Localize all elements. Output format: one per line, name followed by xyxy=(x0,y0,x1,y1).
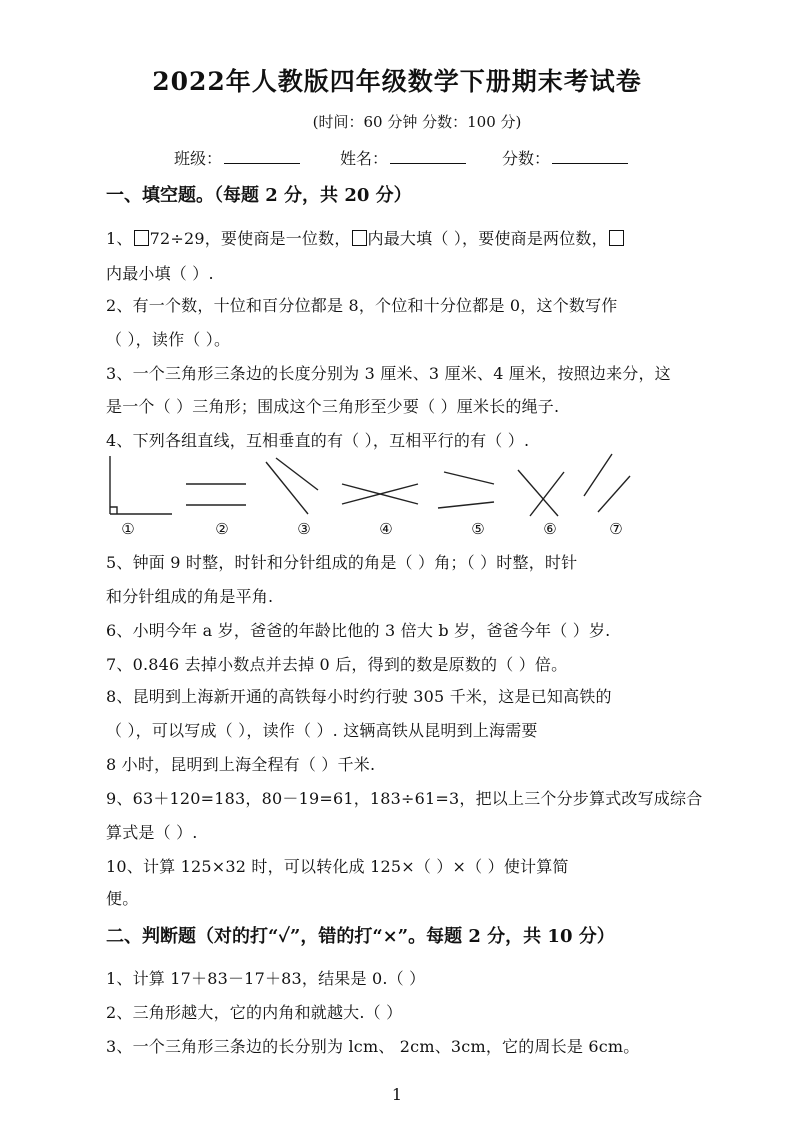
question-5-line1: 5、钟面 9 时整，时针和分针组成的角是（ ）角；（ ）时整，时针 xyxy=(106,553,578,572)
class-label: 班级： xyxy=(174,149,223,168)
question-9-line2: 算式是（ ）. xyxy=(106,823,198,842)
page-number: 1 xyxy=(391,1085,403,1104)
question-8-line1: 8、昆明到上海新开通的高铁每小时约行驶 305 千米，这是已知高铁的 xyxy=(106,687,612,706)
q1-number: 1、 xyxy=(106,229,133,248)
page-title: 2022年人教版四年级数学下册期末考试卷 xyxy=(152,67,642,96)
question-2-line1: 2、有一个数，十位和百分位都是 8，个位和十分位都是 0，这个数写作 xyxy=(106,296,618,315)
figure-label-5: ⑤ xyxy=(471,520,485,538)
figure-5-line-a xyxy=(444,472,494,484)
question-8-line3: 8 小时，昆明到上海全程有（ ）千米. xyxy=(106,755,376,774)
question-6: 6、小明今年 a 岁，爸爸的年龄比他的 3 倍大 b 岁，爸爸今年（ ）岁. xyxy=(106,621,611,640)
score-blank xyxy=(552,149,628,164)
figure-7-line-b xyxy=(598,476,630,512)
section2-heading: 二、判断题（对的打“✓”，错的打“×”。每题 2 分，共 10 分） xyxy=(106,926,615,947)
question-10-line1: 10、计算 125×32 时，可以转化成 125×（ ）×（ ）使计算简 xyxy=(106,857,569,876)
score-field xyxy=(502,146,628,169)
figure-3-line-a xyxy=(266,462,308,514)
figure-3-line-b xyxy=(276,458,318,490)
line-figures xyxy=(100,450,660,542)
question-9-line1: 9、63＋120=183，80－19=61，183÷61=3，把以上三个分步算式改写成综合 xyxy=(106,789,703,808)
figure-label-4: ④ xyxy=(379,520,393,538)
question-1-line1 xyxy=(106,226,625,249)
class-field xyxy=(174,146,300,169)
judge-question-3: 3、一个三角形三条边的长分别为 lcm、 2cm、3cm，它的周长是 6cm。 xyxy=(106,1037,640,1056)
figure-label-7: ⑦ xyxy=(609,520,623,538)
question-2-line2: （ ），读作（ ）。 xyxy=(106,330,231,349)
name-label: 姓名： xyxy=(340,149,389,168)
question-3-line2: 是一个（ ）三角形；围成这个三角形至少要（ ）厘米长的绳子. xyxy=(106,397,560,416)
question-3-line1: 3、一个三角形三条边的长度分别为 3 厘米、3 厘米、4 厘米，按照边来分，这 xyxy=(106,364,671,383)
question-7: 7、0.846 去掉小数点并去掉 0 后，得到的数是原数的（ ）倍。 xyxy=(106,655,568,674)
figure-label-6: ⑥ xyxy=(543,520,557,538)
section1-heading: 一、填空题。（每题 2 分，共 20 分） xyxy=(106,185,412,206)
question-5-line2: 和分针组成的角是平角. xyxy=(106,587,274,606)
exam-time-score: (时间：60 分钟 分数：100 分) xyxy=(312,113,522,131)
blank-box xyxy=(134,230,149,246)
figure-7-line-a xyxy=(584,454,612,496)
question-1-line2: 内最小填（ ）. xyxy=(106,264,214,283)
judge-question-1: 1、计算 17＋83－17＋83，结果是 0.（ ） xyxy=(106,969,426,988)
question-10-line2: 便。 xyxy=(106,889,139,908)
q1-text-b: 72÷29，要使商是一位数， xyxy=(149,229,351,248)
name-field xyxy=(340,146,466,169)
q1-text-c: 内最大填（ ），要使商是两位数， xyxy=(367,229,608,248)
score-label: 分数： xyxy=(502,149,551,168)
figure-label-3: ③ xyxy=(297,520,311,538)
blank-box xyxy=(352,230,367,246)
figure-5-line-b xyxy=(438,502,494,508)
question-4: 4、下列各组直线，互相垂直的有（ ），互相平行的有（ ）. xyxy=(106,431,530,450)
figure-6-line-b xyxy=(530,472,564,516)
blank-box xyxy=(609,230,624,246)
figure-6-line-a xyxy=(518,470,558,516)
figure-label-1: ① xyxy=(121,520,135,538)
figure-label-2: ② xyxy=(215,520,229,538)
right-angle-mark xyxy=(110,507,117,514)
class-blank xyxy=(224,149,300,164)
name-blank xyxy=(390,149,466,164)
question-8-line2: （ ），可以写成（ ），读作（ ）. 这辆高铁从昆明到上海需要 xyxy=(106,721,538,740)
judge-question-2: 2、三角形越大，它的内角和就越大.（ ） xyxy=(106,1003,403,1022)
